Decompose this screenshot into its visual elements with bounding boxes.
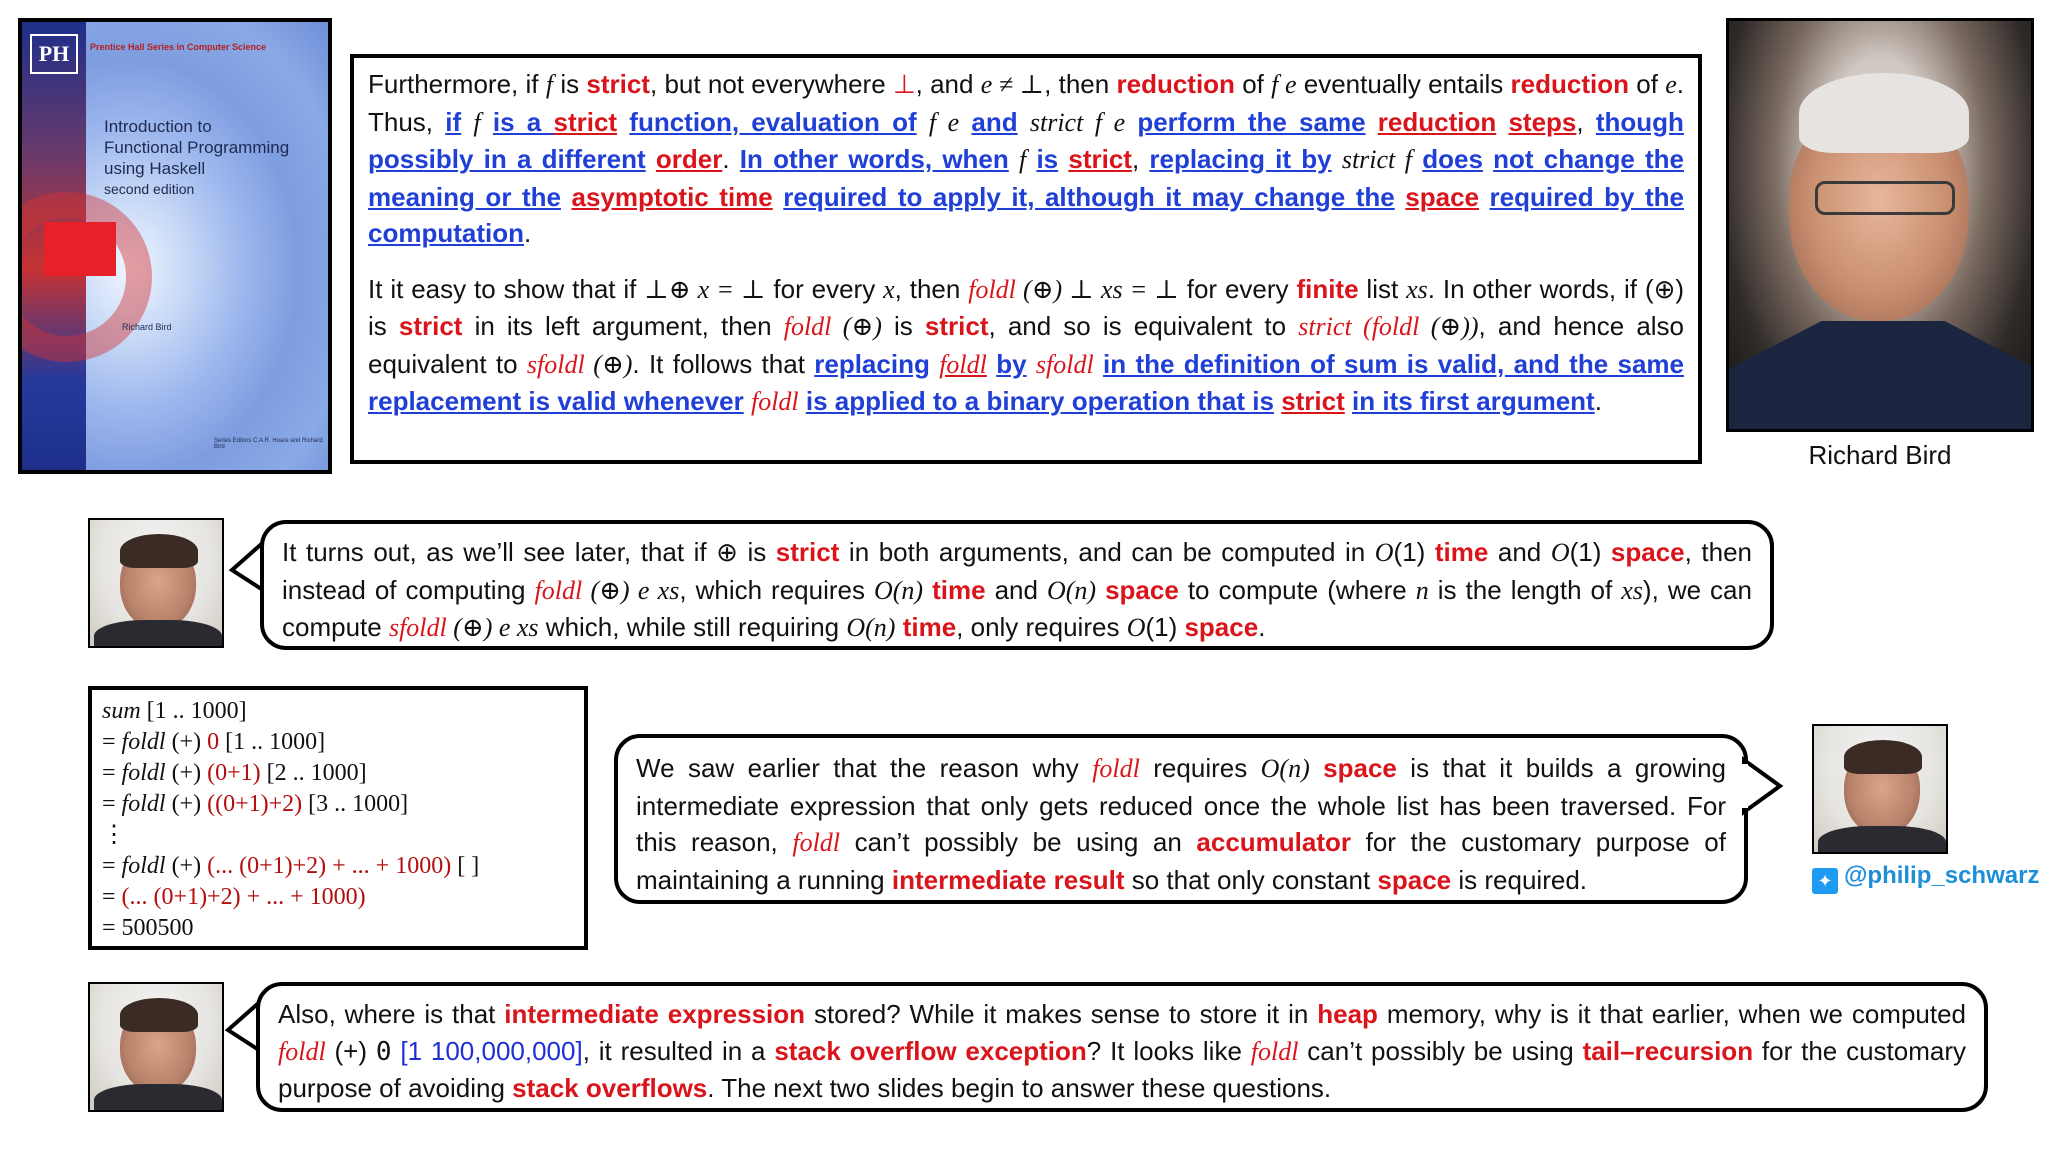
- rich-text: foldl: [792, 828, 841, 857]
- rich-text: (⊕): [831, 312, 882, 341]
- photo-jacket: [1729, 321, 2034, 432]
- rich-text: , it resulted in a: [582, 1035, 775, 1066]
- trace-text: sum: [102, 698, 141, 724]
- rich-text: .: [1258, 612, 1266, 642]
- rich-text: [1412, 144, 1422, 174]
- rich-text: ⊥⊕ x = ⊥: [644, 274, 766, 304]
- rich-text: in the definition of sum is valid, and the same replacement is valid whenever: [368, 348, 1684, 416]
- rich-text: foldl: [1250, 1036, 1299, 1066]
- trace-text: = 500500: [102, 915, 194, 941]
- rich-text: [923, 575, 932, 605]
- rich-text: requires: [1139, 753, 1261, 783]
- rich-text: strict: [1068, 144, 1132, 174]
- rich-text: stored? While it makes sense to store it in: [805, 999, 1318, 1029]
- rich-text: O: [1550, 538, 1570, 567]
- rich-text: Also, where is that: [278, 999, 505, 1029]
- book-edition: second edition: [104, 181, 195, 197]
- rich-text: [1026, 144, 1036, 174]
- rich-text: (1): [1569, 537, 1611, 567]
- rich-text: list: [1358, 273, 1407, 304]
- rich-text: reduction: [1116, 69, 1235, 99]
- rich-text: time: [902, 612, 957, 642]
- trace-text: foldl: [121, 853, 166, 879]
- rich-text: and: [985, 574, 1047, 605]
- rich-text: is that it builds a growing intermediate expression that only gets reduced once the whole list has been traversed. For this reason,: [636, 753, 1726, 857]
- publisher-logo: PH: [30, 34, 78, 74]
- rich-text: [481, 107, 493, 137]
- rich-text: ), we can compute: [282, 574, 1752, 642]
- rich-text: time: [1434, 537, 1489, 567]
- trace-text: =: [102, 791, 122, 817]
- rich-text: and: [1488, 537, 1551, 567]
- rich-text: strict f: [1341, 145, 1412, 174]
- rich-text: sfoldl: [526, 349, 585, 379]
- rich-text: . In other words, if (⊕) is: [368, 273, 1685, 341]
- quote-paragraph-2: [368, 271, 1684, 421]
- series-name: Prentice Hall Series in Computer Science: [90, 42, 267, 52]
- rich-text: memory, why is it that earlier, when we computed: [1377, 999, 1967, 1029]
- rich-text: , and: [915, 69, 981, 99]
- trace-text: (+): [165, 853, 208, 879]
- rich-text: order: [655, 144, 723, 174]
- rich-text: We saw earlier that the reason why: [636, 753, 1093, 783]
- rich-text: reduction: [1510, 69, 1629, 99]
- rich-text: space: [1377, 864, 1452, 895]
- photo-hair: [1799, 73, 1969, 153]
- rich-text: for every: [1178, 273, 1297, 304]
- speech-bubble-3: [256, 982, 1988, 1112]
- rich-text: [744, 386, 751, 416]
- rich-text: . Thus,: [368, 69, 1684, 137]
- book-title-line2: Functional Programming: [104, 138, 290, 157]
- rich-text: ,: [1576, 106, 1596, 137]
- rich-text: replacing it by: [1149, 144, 1332, 174]
- rich-text: for the customary purpose of maintaining a running: [636, 827, 1726, 895]
- rich-text: [930, 349, 939, 379]
- avatar-hair: [120, 998, 198, 1032]
- rich-text: n: [1415, 575, 1429, 605]
- rich-text: intermediate expression: [504, 999, 806, 1029]
- rich-text: [1479, 182, 1490, 212]
- twitter-bird-icon: ✦: [1812, 868, 1838, 894]
- richard-bird-photo: [1726, 18, 2034, 432]
- rich-text: [617, 107, 629, 137]
- trace-text: (+): [165, 729, 208, 755]
- rich-text: .: [524, 218, 532, 248]
- trace-text: foldl: [121, 729, 166, 755]
- rich-text: is the length of: [1428, 574, 1622, 605]
- rich-text: (+): [325, 1035, 376, 1066]
- rich-text: 0: [375, 1036, 392, 1067]
- book-title: [104, 116, 324, 200]
- rich-text: can’t possibly be using: [1298, 1035, 1583, 1066]
- rich-text: xs: [1406, 274, 1428, 304]
- trace-text: (+): [165, 791, 208, 817]
- rich-text: not change the meaning or the: [368, 144, 1684, 212]
- avatar-body: [1818, 826, 1946, 854]
- avatar-body: [94, 1084, 222, 1112]
- rich-text: and: [971, 106, 1018, 137]
- trace-text: foldl: [121, 760, 166, 786]
- rich-text: stack overflow exception: [774, 1035, 1087, 1066]
- rich-text: strict: [1281, 386, 1345, 416]
- rich-text: strict: [586, 69, 650, 99]
- rich-text: strict: [398, 311, 463, 341]
- rich-text: is required.: [1451, 864, 1587, 895]
- rich-text: can’t possibly be using an: [840, 827, 1197, 857]
- trace-text: =: [102, 729, 122, 755]
- rich-text: e: [1665, 70, 1677, 99]
- rich-text: foldl: [1092, 754, 1140, 783]
- rich-text: strict: [924, 311, 989, 341]
- rich-text: . It follows that: [632, 348, 815, 379]
- rich-text: [1058, 144, 1068, 174]
- rich-text: [1366, 107, 1378, 137]
- rich-text: though possibly in a different: [368, 106, 1684, 174]
- rich-text: [987, 349, 996, 379]
- rich-text: does: [1422, 144, 1483, 174]
- rich-text: sfoldl: [1035, 349, 1094, 379]
- rich-text: in its left argument, then: [462, 311, 784, 341]
- trace-text: [1 .. 1000]: [140, 698, 247, 724]
- rich-text: required by the computation: [368, 181, 1684, 248]
- book-quote-box: [350, 54, 1702, 464]
- rich-text: O(n): [1046, 575, 1097, 605]
- rich-text: O(n): [874, 575, 924, 605]
- rich-text: , and so is equivalent to: [988, 311, 1299, 341]
- trace-text: 0: [207, 729, 220, 755]
- avatar-hair: [120, 534, 198, 568]
- trace-text: =: [102, 760, 122, 786]
- avatar-hair: [1844, 740, 1922, 774]
- rich-text: is: [881, 311, 925, 341]
- rich-text: [1096, 575, 1105, 605]
- rich-text: It turns out, as we’ll see later, that if ⊕ is: [282, 537, 776, 567]
- cover-red-square: [44, 222, 116, 276]
- rich-text: tail–recursion: [1582, 1035, 1754, 1066]
- rich-text: , and hence also equivalent to: [368, 311, 1685, 379]
- rich-text: [773, 182, 784, 212]
- speech-bubble-1: [260, 520, 1774, 650]
- photo-glasses: [1815, 181, 1955, 215]
- rich-text: heap: [1317, 999, 1378, 1029]
- rich-text: , then: [1044, 69, 1117, 99]
- rich-text: foldl: [968, 274, 1016, 304]
- rich-text: [799, 386, 806, 416]
- series-editors: Series Editors C.A.R. Hoare and Richard Bird: [214, 438, 323, 450]
- rich-text: is: [1036, 144, 1059, 174]
- rich-text: [959, 107, 971, 137]
- rich-text: , which requires: [679, 574, 874, 605]
- rich-text: perform the same: [1137, 106, 1366, 137]
- cover-swirl: [18, 192, 152, 362]
- rich-text: e ≠ ⊥: [980, 70, 1045, 99]
- rich-text: , only requires: [956, 612, 1127, 642]
- rich-text: [895, 612, 902, 642]
- rich-text: x: [883, 274, 895, 304]
- rich-text: [1125, 107, 1137, 137]
- quote-paragraph-1: [368, 66, 1684, 252]
- rich-text: function, evaluation of: [629, 106, 917, 137]
- avatar: [1812, 724, 1948, 854]
- trace-line: [102, 696, 574, 727]
- trace-text: (+): [165, 760, 208, 786]
- bubble-tail-right: [1740, 756, 1784, 816]
- rich-text: , but not everywhere: [649, 69, 893, 99]
- rich-text: .: [722, 144, 740, 174]
- rich-text: (⊕) e xs: [446, 613, 539, 642]
- speech-bubble-2: [614, 734, 1748, 904]
- trace-text: ⋮: [102, 822, 126, 848]
- rich-text: [646, 144, 656, 174]
- book-title-line1: Introduction to: [104, 117, 212, 136]
- rich-text: In other words, when: [739, 144, 1009, 174]
- rich-text: , then instead of computing: [282, 537, 1753, 605]
- rich-text: foldl: [939, 349, 987, 379]
- trace-text: [2 .. 1000]: [260, 760, 367, 786]
- rich-text: [1332, 144, 1342, 174]
- rich-text: f e: [1271, 70, 1297, 99]
- rich-text: O: [1374, 538, 1394, 567]
- rich-text: [1483, 144, 1493, 174]
- rich-text: time: [932, 574, 986, 605]
- rich-text: so that only constant: [1124, 864, 1378, 895]
- rich-text: space: [1405, 181, 1480, 212]
- rich-text: Furthermore, if: [368, 69, 546, 99]
- rich-text: foldl: [278, 1036, 326, 1066]
- rich-text: [1 100,000,000]: [400, 1035, 583, 1066]
- rich-text: (⊕)): [1419, 312, 1479, 341]
- avatar: [88, 518, 224, 648]
- rich-text: .: [1594, 386, 1602, 416]
- rich-text: sfoldl: [388, 613, 447, 642]
- rich-text: ,: [1131, 144, 1150, 174]
- rich-text: of: [1628, 69, 1666, 99]
- rich-text: is: [553, 69, 587, 99]
- rich-text: f: [545, 70, 554, 99]
- book-author: Richard Bird: [122, 322, 172, 332]
- rich-text: ? It looks like: [1086, 1035, 1251, 1066]
- rich-text: strict: [553, 106, 618, 137]
- rich-text: required to apply it, although it may change the: [783, 181, 1395, 212]
- trace-text: (... (0+1)+2) + ... + 1000): [207, 853, 452, 879]
- rich-text: [917, 107, 929, 137]
- rich-text: to compute (where: [1178, 574, 1416, 605]
- rich-text: stack overflows: [512, 1073, 708, 1103]
- trace-line: [102, 882, 574, 913]
- trace-line: [102, 913, 574, 944]
- twitter-handle-link[interactable]: [1812, 862, 2039, 894]
- avatar-body: [94, 620, 222, 648]
- trace-line: [102, 820, 574, 851]
- rich-text: accumulator: [1196, 827, 1352, 857]
- rich-text: foldl: [750, 387, 799, 416]
- rich-text: . The next two slides begin to answer these questions.: [707, 1073, 1332, 1103]
- sum-evaluation-trace: [88, 686, 588, 950]
- rich-text: strict f e: [1029, 107, 1126, 137]
- trace-text: [1 .. 1000]: [219, 729, 326, 755]
- avatar: [88, 982, 224, 1112]
- rich-text: (⊕) e xs: [582, 575, 680, 605]
- rich-text: intermediate result: [891, 864, 1125, 895]
- trace-line: [102, 851, 574, 882]
- rich-text: [1094, 349, 1103, 379]
- trace-text: =: [102, 884, 122, 910]
- rich-text: (⊕) ⊥ xs = ⊥: [1015, 274, 1179, 304]
- rich-text: (1): [1393, 537, 1435, 567]
- rich-text: space: [1184, 612, 1259, 642]
- trace-line: [102, 789, 574, 820]
- rich-text: foldl: [534, 575, 583, 605]
- trace-line: [102, 758, 574, 789]
- rich-text: O(n): [1260, 754, 1310, 783]
- rich-text: steps: [1508, 106, 1577, 137]
- rich-text: by: [996, 348, 1027, 379]
- book-cover-image: [18, 18, 332, 474]
- rich-text: f: [473, 107, 481, 137]
- trace-text: ((0+1)+2): [207, 791, 303, 817]
- rich-text: f e: [928, 107, 960, 137]
- rich-text: of: [1234, 69, 1272, 99]
- trace-text: =: [102, 853, 122, 879]
- rich-text: which, while still requiring: [538, 612, 847, 642]
- rich-text: in its first argument: [1352, 386, 1595, 416]
- rich-text: O: [1126, 613, 1146, 642]
- rich-text: [1310, 753, 1323, 783]
- rich-text: It it easy to show that if: [368, 273, 645, 304]
- rich-text: (1): [1145, 612, 1185, 642]
- rich-text: [1027, 349, 1036, 379]
- rich-text: if: [445, 106, 462, 137]
- rich-text: [1395, 182, 1406, 212]
- rich-text: [561, 182, 572, 212]
- trace-text: (0+1): [207, 760, 261, 786]
- rich-text: [1018, 107, 1030, 137]
- rich-text: [1496, 107, 1508, 137]
- rich-text: strict: [775, 537, 840, 567]
- rich-text: asymptotic time: [571, 181, 773, 212]
- rich-text: for every: [765, 273, 884, 304]
- trace-text: [3 .. 1000]: [302, 791, 409, 817]
- book-title-line3: using Haskell: [104, 159, 206, 178]
- trace-text: [ ]: [451, 853, 480, 879]
- photo-caption: Richard Bird: [1808, 440, 1952, 470]
- rich-text: finite: [1296, 273, 1359, 304]
- rich-text: for the customary purpose of avoiding: [278, 1035, 1967, 1103]
- rich-text: (⊕): [584, 349, 633, 379]
- rich-text: foldl: [783, 312, 832, 341]
- rich-text: replacing: [814, 348, 930, 379]
- rich-text: O(n): [846, 613, 896, 642]
- rich-text: f: [1019, 145, 1027, 174]
- trace-line: [102, 727, 574, 758]
- trace-text: (... (0+1)+2) + ... + 1000): [121, 884, 366, 910]
- rich-text: space: [1105, 574, 1179, 605]
- rich-text: [461, 107, 473, 137]
- handle-text: @philip_schwarz: [1844, 862, 2040, 889]
- rich-text: [1345, 386, 1352, 416]
- rich-text: eventually entails: [1296, 69, 1511, 99]
- rich-text: is applied to a binary operation that is: [805, 386, 1274, 416]
- rich-text: reduction: [1377, 106, 1497, 137]
- rich-text: space: [1610, 537, 1685, 567]
- rich-text: xs: [1621, 575, 1643, 605]
- rich-text: space: [1323, 753, 1397, 783]
- rich-text: is a: [492, 106, 554, 137]
- rich-text: strict (foldl: [1298, 312, 1420, 341]
- rich-text: , then: [894, 273, 969, 304]
- rich-text: [1009, 144, 1019, 174]
- rich-text: in both arguments, and can be computed in: [839, 537, 1375, 567]
- rich-text: ⊥: [892, 69, 916, 99]
- trace-text: foldl: [121, 791, 166, 817]
